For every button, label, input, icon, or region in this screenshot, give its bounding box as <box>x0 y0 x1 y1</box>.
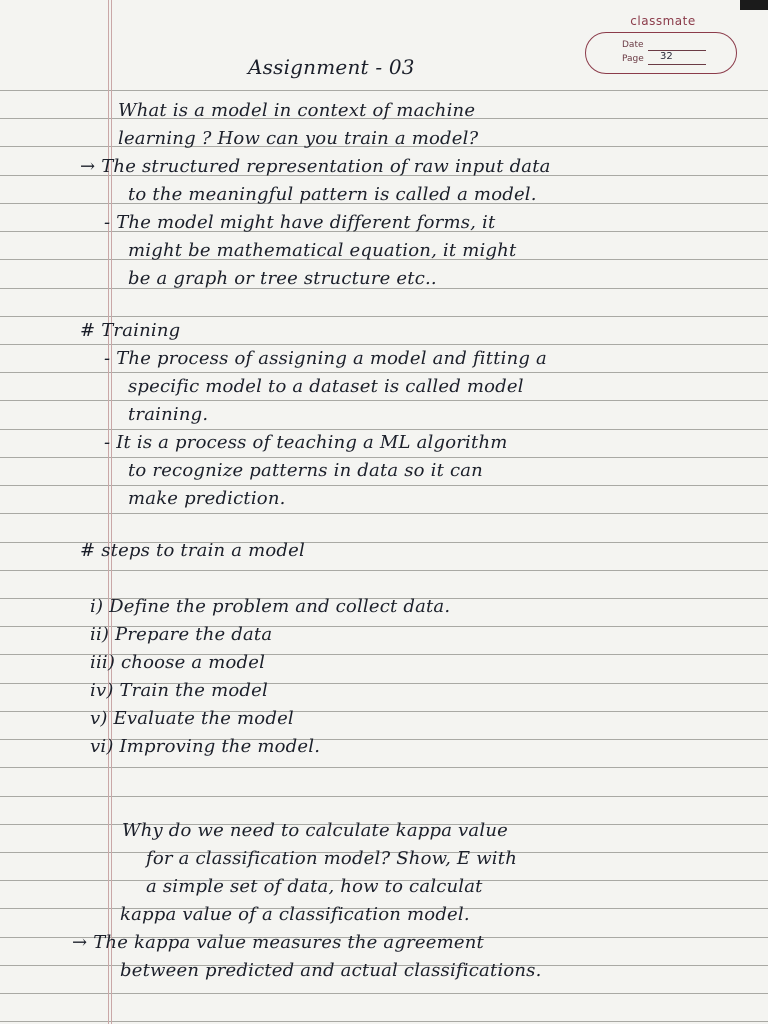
ruled-line <box>0 796 768 797</box>
text-line: specific model to a dataset is called model <box>128 376 524 397</box>
margin-line <box>111 0 112 1024</box>
text-line: - The process of assigning a model and fitting a <box>104 348 547 369</box>
question-line: kappa value of a classification model. <box>120 904 470 925</box>
ruled-line <box>0 372 768 373</box>
page-number: 32 <box>660 51 673 62</box>
question-line: for a classification model? Show, E with <box>146 848 517 869</box>
text-line: might be mathematical equation, it might <box>128 240 517 261</box>
text-line: between predicted and actual classifications. <box>120 960 542 981</box>
ruled-line <box>0 1021 768 1022</box>
list-item: iv) Train the model <box>90 680 268 701</box>
text-line: to the meaningful pattern is called a model. <box>128 184 537 205</box>
ruled-line <box>0 513 768 514</box>
brand-logo: classmate <box>630 14 696 28</box>
ruled-line <box>0 90 768 91</box>
question-line: a simple set of data, how to calculat <box>146 876 483 897</box>
text-line: - It is a process of teaching a ML algorithm <box>104 432 508 453</box>
list-item: v) Evaluate the model <box>90 708 294 729</box>
text-line: learning ? How can you train a model? <box>118 128 479 149</box>
list-item: ii) Prepare the data <box>90 624 273 645</box>
ruled-line <box>0 570 768 571</box>
text-line: be a graph or tree structure etc.. <box>128 268 437 289</box>
list-item: vi) Improving the model. <box>90 736 321 757</box>
page-label: Page <box>622 54 644 64</box>
text-line: What is a model in context of machine <box>118 100 476 121</box>
text-line: training. <box>128 404 209 425</box>
date-line <box>648 50 706 51</box>
ruled-line <box>0 767 768 768</box>
text-line: → The structured representation of raw input data <box>80 156 551 177</box>
ruled-line <box>0 429 768 430</box>
date-label: Date <box>622 40 644 50</box>
section-heading: # Training <box>80 320 181 341</box>
margin-line <box>108 0 109 1024</box>
text-line: make prediction. <box>128 488 286 509</box>
ruled-line <box>0 400 768 401</box>
ruled-line <box>0 316 768 317</box>
ruled-line <box>0 344 768 345</box>
ruled-line <box>0 993 768 994</box>
ruled-line <box>0 485 768 486</box>
list-item: i) Define the problem and collect data. <box>90 596 451 617</box>
page-corner-shadow <box>740 0 768 10</box>
question-line: Why do we need to calculate kappa value <box>122 820 508 841</box>
text-line: → The kappa value measures the agreement <box>72 932 484 953</box>
list-item: iii) choose a model <box>90 652 266 673</box>
page-title: Assignment - 03 <box>248 55 415 79</box>
section-heading: # steps to train a model <box>80 540 305 561</box>
text-line: - The model might have different forms, it <box>104 212 496 233</box>
ruled-line <box>0 457 768 458</box>
text-line: to recognize patterns in data so it can <box>128 460 483 481</box>
